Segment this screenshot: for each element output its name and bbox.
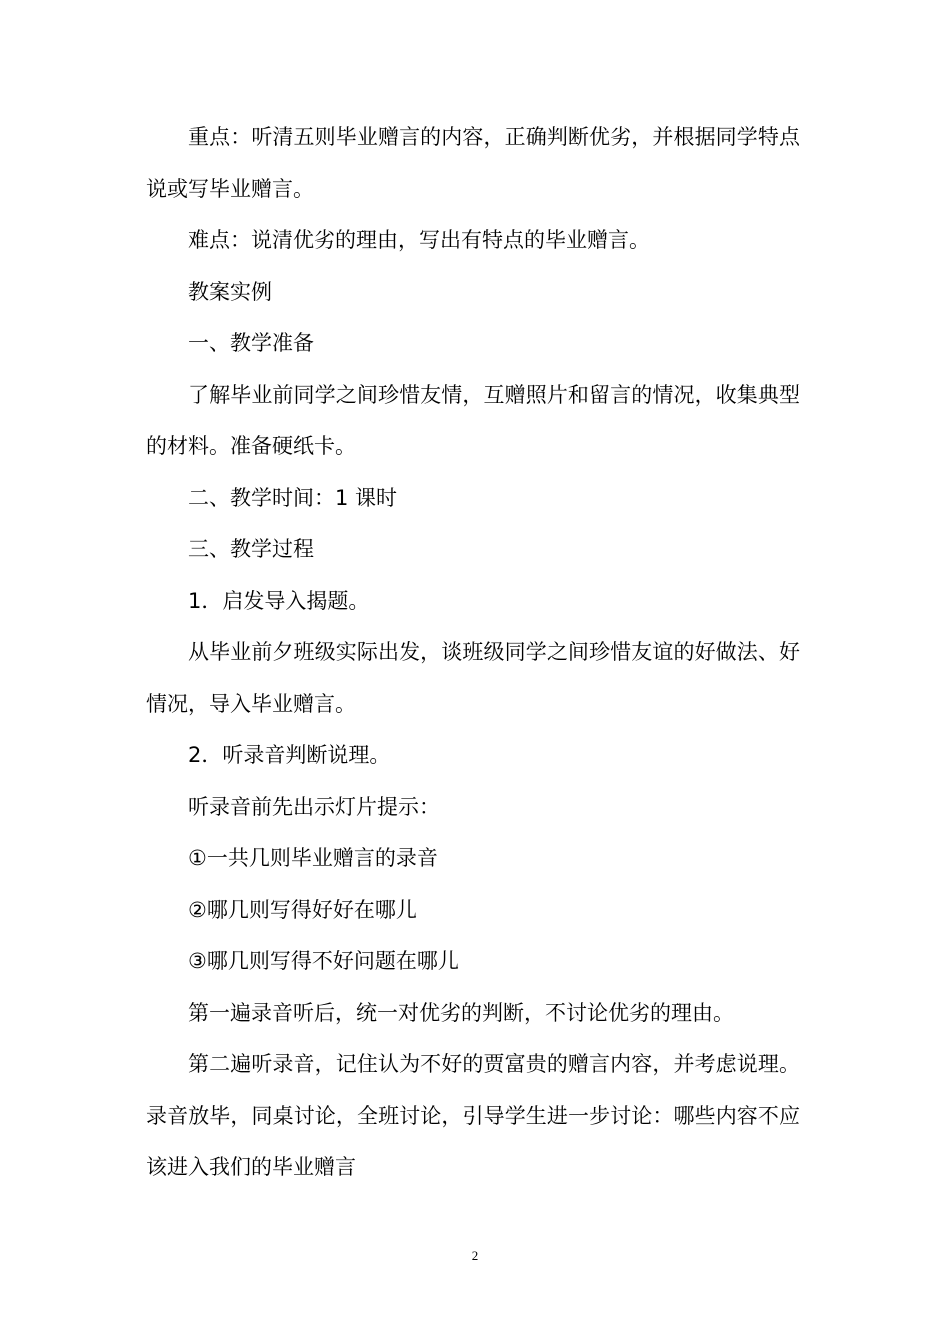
document-body: [146, 112, 800, 1194]
paragraph-first-listening: 第一遍录音听后，统一对优劣的判断，不讨论优劣的理由。: [188, 1000, 734, 1025]
heading-teaching-preparation: 一、教学准备: [188, 331, 314, 355]
page-number: 2: [471, 1248, 479, 1263]
heading-teaching-process: 三、教学过程: [188, 537, 314, 561]
prompt-item-1: ①一共几则毕业赠言的录音: [188, 846, 438, 870]
prompt-item-3: ③哪几则写得不好问题在哪儿: [188, 949, 459, 973]
paragraph-preparation-detail: 了解毕业前同学之间珍惜友情，互赠照片和留言的情况，收集典型的材料。准备硬纸卡。: [146, 382, 800, 458]
heading-lesson-example: 教案实例: [188, 279, 272, 304]
heading-teaching-time: 二、教学时间：1 课时: [188, 485, 398, 510]
paragraph-second-listening: 第二遍听录音，记住认为不好的贾富贵的赠言内容，并考虑说理。录音放毕，同桌讨论，全班讨论，引导学生进一步讨论：哪些内容不应该进入我们的毕业赠言: [146, 1052, 800, 1179]
prompt-item-2: ②哪几则写得好好在哪儿: [188, 897, 417, 922]
paragraph-difficulties: 难点：说清优劣的理由，写出有特点的毕业赠言。: [188, 228, 650, 252]
paragraph-key-points: 重点：听清五则毕业赠言的内容，正确判断优劣，并根据同学特点说或写毕业赠言。: [146, 125, 800, 201]
step-2-title: 2．听录音判断说理。: [188, 743, 391, 767]
step-2-prompt-intro: 听录音前先出示灯片提示：: [188, 794, 440, 819]
step-1-title: 1．启发导入揭题。: [188, 588, 370, 613]
step-1-detail: 从毕业前夕班级实际出发，谈班级同学之间珍惜友谊的好做法、好情况，导入毕业赠言。: [146, 640, 800, 716]
